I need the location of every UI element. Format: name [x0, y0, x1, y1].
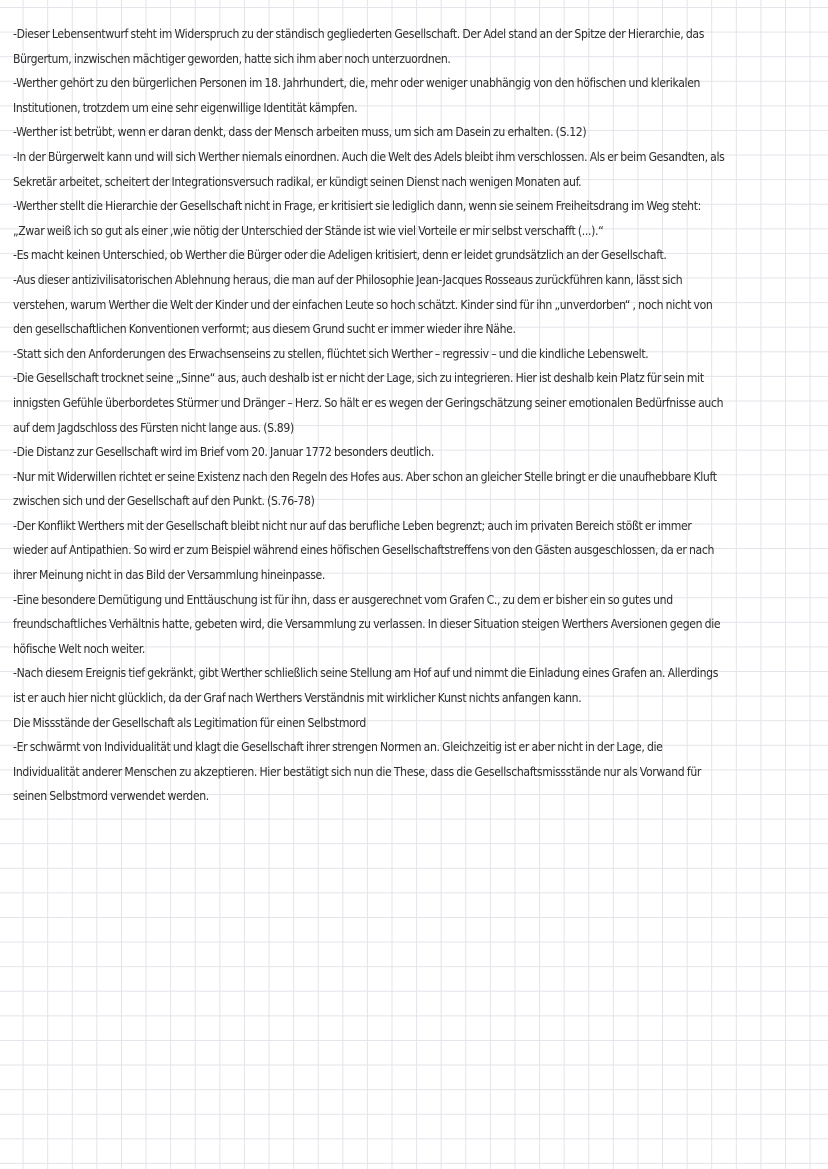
text-line: -Werther stellt die Hierarchie der Gesellschaft nicht in Frage, er kritisiert sie lediglich dann, wenn sie seinem Freiheitsdrang im Weg steht: [13, 199, 701, 214]
text-line: innigsten Gefühle überbordetes Stürmer und Dränger – Herz. So hält er es wegen der Geringschätzung seiner emotionalen Bedürfnisse auch [13, 395, 724, 410]
text-line: -Die Gesellschaft trocknet seine „Sinne“ aus, auch deshalb ist er nicht der Lage, sich zu integrieren. Hier ist deshalb kein Platz für sein mit [13, 371, 704, 386]
text-line: -Die Distanz zur Gesellschaft wird im Brief vom 20. Januar 1772 besonders deutlich. [13, 445, 434, 460]
text-line: -Werther gehört zu den bürgerlichen Personen im 18. Jahrhundert, die, mehr oder weniger unabhängig von den höfischen und klerikalen [13, 76, 701, 91]
text-line: verstehen, warum Werther die Welt der Kinder und der einfachen Leute so hoch schätzt. Kinder sind für ihn „unverdorben“ , noch nicht von [13, 297, 713, 312]
section-heading: Die Missstände der Gesellschaft als Legitimation für einen Selbstmord [13, 715, 366, 730]
text-line: höfische Welt noch weiter. [13, 641, 145, 656]
text-line: Sekretär arbeitet, scheitert der Integrationsversuch radikal, er kündigt seinen Dienst nach wenigen Monaten auf. [13, 174, 582, 189]
text-line: „Zwar weiß ich so gut als einer ‚wie nötig der Unterschied der Stände ist wie viel Vorteile er mir selbst verschafft (...).“ [13, 223, 604, 238]
text-line: -Dieser Lebensentwurf steht im Widerspruch zu der ständisch gegliederten Gesellschaft. Der Adel stand an der Spitze der Hierarchie, das [13, 27, 705, 41]
text-line: -Er schwärmt von Individualität und klagt die Gesellschaft ihrer strengen Normen an. Gleichzeitig ist er aber nicht in der Lage, die [13, 740, 663, 755]
text-line: seinen Selbstmord verwendet werden. [13, 789, 209, 804]
text-line: Institutionen, trotzdem um eine sehr eigenwillige Identität kämpfen. [13, 100, 358, 115]
text-line: -Es macht keinen Unterschied, ob Werther die Bürger oder die Adeligen kritisiert, denn er leidet grundsätzlich an der Gesellschaft. [13, 248, 667, 263]
text-line: zwischen sich und der Gesellschaft auf den Punkt. (S.76-78) [13, 494, 315, 509]
text-line: -Nach diesem Ereignis tief gekränkt, gibt Werther schließlich seine Stellung am Hof auf und nimmt die Einladung eines Grafen an. Allerdings [13, 666, 719, 681]
text-line: ihrer Meinung nicht in das Bild der Versammlung hineinpasse. [13, 568, 325, 583]
text-line: wieder auf Antipathien. So wird er zum Beispiel während eines höfischen Gesellschaftstreffens von den Gästen ausgeschlossen, da er nach [13, 543, 715, 558]
text-line: Bürgertum, inzwischen mächtiger geworden, hatte sich ihm aber noch unterzuordnen. [13, 51, 451, 66]
text-line: -Nur mit Widerwillen richtet er seine Existenz nach den Regeln des Hofes aus. Aber schon an gleicher Stelle bringt er die unaufhebbare Kluft [13, 469, 717, 484]
text-line: freundschaftliches Verhältnis hatte, gebeten wird, die Versammlung zu verlassen. In dieser Situation steigen Werthers Aversionen gegen die [13, 617, 721, 632]
text-line: -Eine besondere Demütigung und Enttäuschung ist für ihn, dass er ausgerechnet vom Grafen C., zu dem er bisher ein so gutes und [13, 592, 673, 607]
text-line: Individualität anderer Menschen zu akzeptieren. Hier bestätigt sich nun die These, dass die Gesellschaftsmissstände nur als Vorwand für [13, 764, 701, 779]
text-line: -In der Bürgerwelt kann und will sich Werther niemals einordnen. Auch die Welt des Adels bleibt ihm verschlossen. Als er beim Gesandten, als [13, 149, 725, 164]
text-line: -Statt sich den Anforderungen des Erwachsenseins zu stellen, flüchtet sich Werther – regressiv – und die kindliche Lebenswelt. [13, 346, 649, 361]
text-line: ist er auch hier nicht glücklich, da der Graf nach Werthers Verständnis mit wirklicher Kunst nichts anfangen kann. [13, 691, 582, 706]
text-line: -Werther ist betrübt, wenn er daran denkt, dass der Mensch arbeiten muss, um sich am Dasein zu erhalten. (S.12) [13, 125, 587, 140]
handwritten-notes-page [13, 22, 813, 809]
text-line: auf dem Jagdschloss des Fürsten nicht lange aus. (S.89) [13, 420, 294, 435]
text-line: -Aus dieser antizivilisatorischen Ablehnung heraus, die man auf der Philosophie Jean-Jacques Rosseaus zurückführen kann, lässt sich [13, 272, 683, 287]
text-line: -Der Konflikt Werthers mit der Gesellschaft bleibt nicht nur auf das berufliche Leben begrenzt; auch im privaten Bereich stößt er immer [13, 518, 692, 533]
text-line: den gesellschaftlichen Konventionen verformt; aus diesem Grund sucht er immer wieder ihre Nähe. [13, 322, 516, 337]
